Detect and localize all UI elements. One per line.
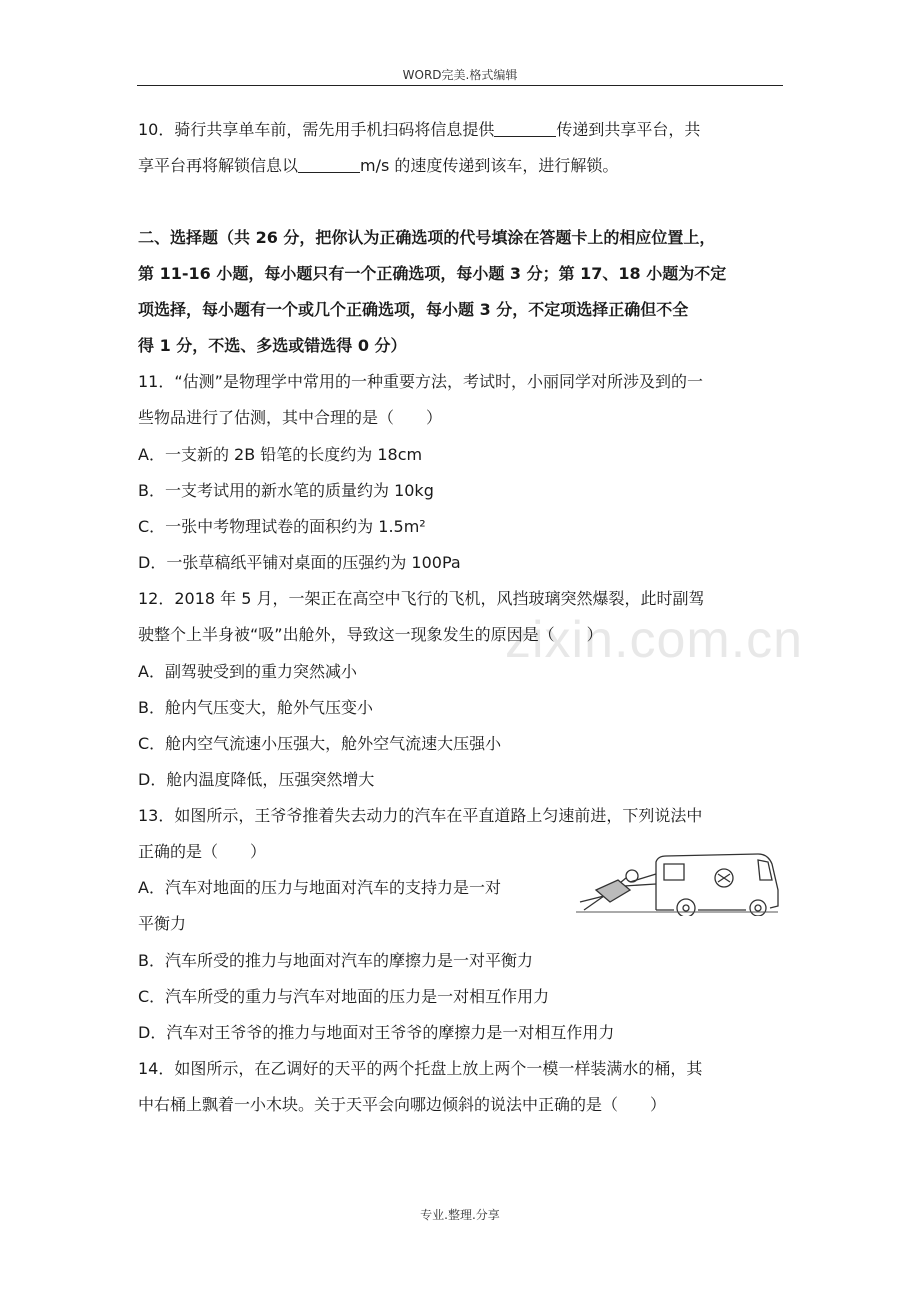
q13-option-a-cont: 平衡力 (138, 914, 187, 933)
q12-stem-2: 驶整个上半身被“吸”出舱外，导致这一现象发生的原因是（ ） (138, 625, 603, 644)
q11-stem-1: 11．“估测”是物理学中常用的一种重要方法，考试时，小丽同学对所涉及到的一 (138, 372, 703, 391)
q10-blank-1 (494, 120, 556, 137)
section2-line-2: 第 11-16 小题，每小题只有一个正确选项，每小题 3 分；第 17、18 小题为不定 (138, 264, 727, 283)
q13-option-d: D．汽车对王爷爷的推力与地面对王爷爷的摩擦力是一对相互作用力 (138, 1023, 615, 1042)
section2-line-1: 二、选择题（共 26 分，把你认为正确选项的代号填涂在答题卡上的相应位置上， (138, 228, 716, 247)
q11-option-c: C．一张中考物理试卷的面积约为 1.5m² (138, 517, 426, 536)
q11-stem-2: 些物品进行了估测，其中合理的是（ ） (138, 408, 443, 427)
q12-stem-1: 12．2018 年 5 月，一架正在高空中飞行的飞机，风挡玻璃突然爆裂，此时副驾 (138, 589, 705, 608)
section2-line-3: 项选择，每小题有一个或几个正确选项，每小题 3 分，不定项选择正确但不全 (138, 300, 689, 319)
q14-stem-2: 中右桶上飘着一小木块。关于天平会向哪边倾斜的说法中正确的是（ ） (138, 1095, 667, 1114)
page-footer: 专业.整理.分享 (420, 1208, 500, 1222)
van-pushing-figure (574, 850, 780, 916)
q10-line-2 (138, 156, 618, 176)
q10-text-c: 享平台再将解锁信息以 (138, 156, 299, 175)
q10-text-d: m/s 的速度传递到该车，进行解锁。 (360, 156, 619, 175)
q12-option-a: A．副驾驶受到的重力突然减小 (138, 662, 357, 681)
q13-option-a: A．汽车对地面的压力与地面对汽车的支持力是一对 (138, 878, 501, 897)
q14-stem-1: 14．如图所示，在乙调好的天平的两个托盘上放上两个一模一样装满水的桶，其 (138, 1059, 703, 1078)
page-header: WORD完美.格式编辑 (402, 68, 518, 82)
watermark: zixin.com.cn (505, 611, 804, 669)
q13-stem-2: 正确的是（ ） (138, 842, 267, 861)
q13-option-b: B．汽车所受的推力与地面对汽车的摩擦力是一对平衡力 (138, 951, 533, 970)
q13-option-c: C．汽车所受的重力与汽车对地面的压力是一对相互作用力 (138, 987, 550, 1006)
q12-option-d: D．舱内温度降低，压强突然增大 (138, 770, 375, 789)
q11-option-b: B．一支考试用的新水笔的质量约为 10kg (138, 481, 434, 500)
q11-option-a: A．一支新的 2B 铅笔的长度约为 18cm (138, 445, 423, 464)
q10-text-a: 10．骑行共享单车前，需先用手机扫码将信息提供 (138, 120, 495, 139)
q12-option-c: C．舱内空气流速小压强大，舱外空气流速大压强小 (138, 734, 502, 753)
section2-line-4: 得 1 分，不选、多选或错选得 0 分） (138, 336, 407, 355)
q11-option-d: D．一张草稿纸平铺对桌面的压强约为 100Pa (138, 553, 461, 572)
q10-blank-2 (298, 156, 360, 173)
q10-text-b: 传递到共享平台，共 (556, 120, 701, 139)
q12-option-b: B．舱内气压变大，舱外气压变小 (138, 698, 373, 717)
header-rule (137, 85, 783, 86)
q13-stem-1: 13．如图所示，王爷爷推着失去动力的汽车在平直道路上匀速前进，下列说法中 (138, 806, 703, 825)
q10-line-1 (138, 120, 700, 140)
